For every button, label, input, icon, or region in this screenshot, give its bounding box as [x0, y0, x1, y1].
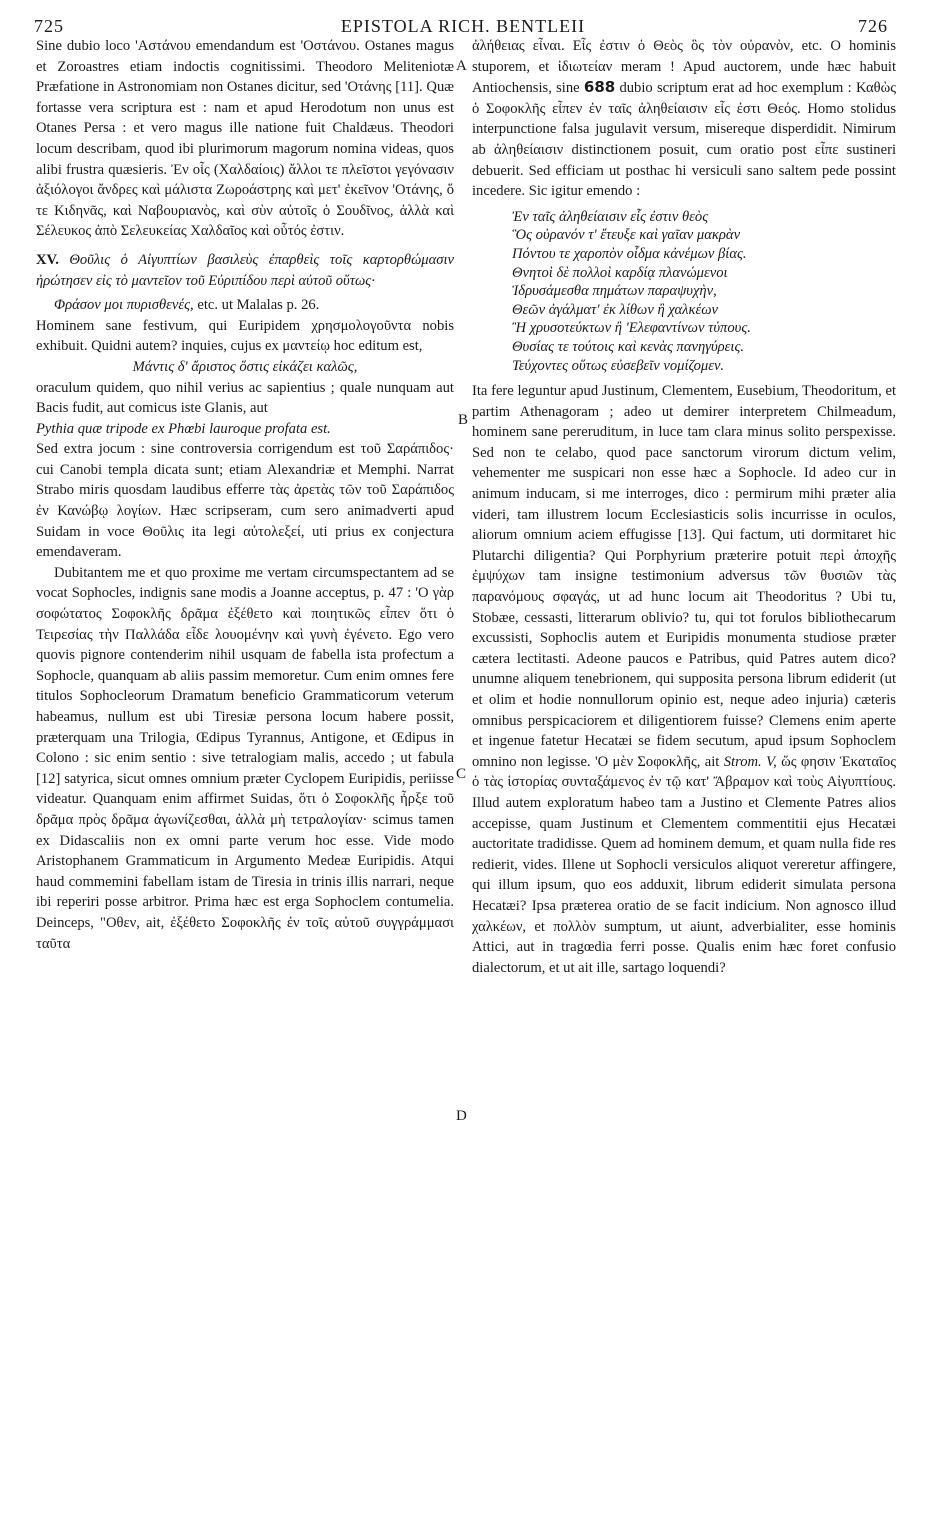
paragraph-justinum [472, 381, 896, 978]
section-heading-text: Θοῦλις ὁ Αἰγυπτίων βασιλεὺς ἐπαρθεὶς τοῖς καρτορθώμασιν ἠρώτησεν εἰς τὸ μαντεῖον τοῦ Εὐριπίδου περὶ αὐτοῦ οὕτως· [36, 251, 454, 289]
column-number: 688 [583, 78, 616, 97]
paragraph-serapis: Sed extra jocum : sine controversia corrigendum est τοῦ Σαράπιδος· cui Canobi templa dicata sunt; etiam Alexandriæ et Memphi. Narrat Strabo miris quosdam laudibus efferre τὰς ἀρετὰς τῶν τοῦ Σαράπιδος ἐν Κανώβῳ λογίων. Hæc scripseram, cum sero animadverti apud Suidam in voce Θοῦλις ita legi αὐτολεξεί, uti prius ex conjectura emendaveram. [36, 441, 454, 561]
verse-pythia: Pythia quæ tripode ex Phœbi lauroque profata est. [36, 420, 331, 437]
strom-reference: Strom. V, [723, 753, 777, 770]
paragraph-justinum-part2: ὥς φησιν Ἑκαταῖος ὁ τὰς ἱστορίας συνταξάμενος ἐν τῷ κατ' Ἄβραμον καὶ τοὺς Αἰγυπτίους. Illud autem exploratum habeo tam a Justino et Clemente Patres alios accepisse, quam Justinum et Clementem commentitii ejus Hecatæi auctoritate tradidisse. Quem ad hominem demum, et quam nulla fide res redierit, vides. Illene ut Sophocli versiculos aliquot vereretur affingere, qui illum ipsum, quo eos adduxit, librum ediderit simulata persona Hecatæi? Ipsa præterea oratio de se facit indicium. Non agnosco illud χαλκέων, et πολλὸν sumptum, ut aiunt, adverbialiter, esse hominis Attici, aut in tragœdia ferri posse. Qualis enim hæc foret confusio dialectorum, et ut ait ille, sartago loquendi? [472, 753, 896, 976]
margin-mark-c: C [456, 766, 467, 782]
section-number: XV. [36, 251, 59, 268]
verse-line: Θνητοὶ δὲ πολλοὶ καρδίᾳ πλανώμενοι [512, 264, 728, 281]
verse-line: Τεύχοντες οὕτως εὐσεβεῖν νομίζομεν. [512, 357, 725, 374]
paragraph-antiochensis-part2: dubio scriptum erat ad hoc exemplum : Καθὼς ὁ Σοφοκλῆς εἶπεν ἐν ταῖς ἀληθείαισιν εἷς ἐστι Θεός. Homo stolidus interpunctione falsa jugulavit versum, misereque disperdidit. Nimirum ab ἀληθείαισιν distinctionem posuit, cum oratio post εἶπε sustineri debuerit. Sed efficiam ut posthac hi versiculi sano saltem pede possint incedere. Sic igitur emendo : [472, 80, 896, 200]
margin-mark-a: A [456, 58, 467, 74]
verse-block [472, 208, 896, 375]
margin-mark-d: D [456, 1108, 467, 1124]
verse-line: Πόντου τε χαροπὸν οἶδμα κἀνέμων βίας. [512, 245, 747, 262]
paragraph-antiochensis [472, 36, 896, 202]
running-title: EPISTOLA RICH. BENTLEII [340, 16, 586, 36]
verse-line: Θεῶν ἀγάλματ' ἐκ λίθων ἢ χαλκέων [512, 301, 718, 318]
section-xv-heading [36, 250, 454, 291]
verse-line: Θυσίας τε τούτοις καὶ κενὰς πανηγύρεις. [512, 338, 745, 355]
left-column [36, 36, 454, 954]
paragraph-ostanes: Sine dubio loco 'Αστάνου emendandum est 'Οστάνου. Ostanes magus et Zoroastres etiam indoctis cognitissimi. Theodoro Meliteniotæ Præfatione in Astronomiam non Ostanes dicitur, sed 'Οτάνης [11]. Quæ fortasse vera scriptura est : nam et apud Herodotum non unus est Otanes Persa : et vero magus ille natione fuit Chaldæus. Theodori locum describam, quod ibi plurimorum magorum nomina videas, quos alibi frustra quæsieris. Ἐν οἷς (Χαλδαίοις) ἄλλοι τε πλεῖστοι γεγόνασιν ἀξιόλογοι ἄνδρες καὶ μάλιστα Ζωροάστρης καὶ μετ' ἐκεῖνον 'Οτάνης, ὅ τε Κιδηνᾶς, καὶ Ναβουριανὸς, καὶ σὺν αὐτοῖς ὁ Σουδῖνος, ἀλλὰ καὶ Σέλευκος ἀπὸ Σελευκείας Χαλδαῖος καὶ οὗτός ἐστιν. [36, 38, 454, 240]
verse-line: Ἐν ταῖς ἀληθείαισιν εἷς ἐστιν θεὸς [512, 208, 709, 225]
paragraph-antiochensis-part1: ἀλήθειας εἶναι. Εἷς ἐστιν ὁ Θεὸς ὃς τὸν οὐρανὸν, etc. O hominis stuporem, et ἰδιωτείαν meram ! Apud auctorem, unde hæc habuit Antiochensis, sine [472, 38, 896, 97]
oracle-quote: Φράσον μοι πυρισθενές, [54, 297, 194, 314]
margin-mark-b: B [458, 412, 469, 428]
page-number-right: 726 [858, 16, 888, 36]
paragraph-justinum-part1: Ita fere leguntur apud Justinum, Clementem, Eusebium, Theodoritum, et partim Athenagoram ; adeo ut demirer interpretem Chilmeadum, hominem sane pereruditum, in luce tam clara minus solito perspexisse. Sed non te celabo, quod pace sanctorum virorum dictum velim, vehementer me suspicari non esse hæc a Sophocle. Id adeo cur in animum inducam, si me interroges, dico : permirum mihi præter alia videri, tam illustrem locum Ecclesiasticis solis incurrisse in oculos, aliorum omnium aciem effugisse [13]. Qui factum, uti dormitaret hic Plutarchi diligentia? Qui Porphyrium præterire potuit περὶ ἀποχῆς ἐμψύχων tam insigne testimonium adversus τῶν θυσιῶν τὰς παρανόμους σφαγάς, ut ad hunc locum ait Theodoritus ? Ubi tu, Stobæe, cessasti, litterarum oblivio? tu, qui tot forulos bibliothecarum excussisti, Sophoclis autem et Euripidis monumenta studiose præter cætera lectitasti. Adeone paucos e Patribus, quid Patres autem dico? unumne aliquem tenebrionem, qui supposita persona librum ediderit (ut et olim et hodie nonnullorum opinio est, neque adeo injuria) cæteris omnibus perspicaciorem et diligentiorem fuisse? Clemens enim aperte et ingenue fatetur Hecatæi se fidem secutum, apud ipsum Sophoclem omnino non legisse. 'Ο μὲν Σοφοκλῆς, ait [472, 383, 896, 770]
verse-line: Ἢ χρυσοτεύκτων ἢ 'Ελεφαντίνων τύπους. [512, 320, 751, 337]
page-number-left: 725 [34, 16, 64, 36]
right-column [472, 36, 896, 978]
oracle-quote-line [36, 295, 454, 316]
paragraph-sophocles: Dubitantem me et quo proxime me vertam circumspectantem ad se vocat Sophocles, indignis sane modis a Joanne acceptus, p. 47 : 'Ο γὰρ σοφώτατος Σοφοκλῆς δρᾶμα ἐξέθετο καὶ ποιητικῶς εἶπεν ὅτι ὁ Τειρεσίας τὴν Παλλάδα εἶδε λουομένην καὶ γυνὴ ἐγένετο. Ego vero quovis pignore contenderim nihil usquam de fabella ista profectum a Sophocle, quanquam ab aliis passim memoretur. Cum enim omnes fere titulos Sophocleorum Dramatum beneficio Grammaticorum veterum habeamus, nullum est ubi Tiresiæ persona locum habere possit, præterquam una Trilogia, Œdipus Tyrannus, Antigone, et Œdipus in Colono : sic enim sentio : sive tetralogiam malis, accedo ; ut fabula [12] satyrica, sicut omnes omnium præter Cyclopem Euripidis, periisse videatur. Quanquam enim affirmet Suidas, ὅτι ὁ Σοφοκλῆς ἦρξε τοῦ δρᾶμα πρὸς δρᾶμα ἀγωνίζεσθαι, ἀλλὰ μὴ τετραλογίαν· scimus tamen ex Didascaliis non ex omni parte verum hoc esse. Vide modo Aristophanem Grammaticum in Argumento Medeæ Euripidis. Atqui haud commemini fabellam istam de Tiresia in trinis illis narrari, neque ibi reperiri posse arbitror. Prima hæc est erga Sophoclem contumelia. Deinceps, "Οθεν, ait, ἐξέθετο Σοφοκλῆς ἐν τοῖς αὐτοῦ συγγράμμασι ταῦτα [36, 564, 454, 952]
paragraph-oraculum: oraculum quidem, quo nihil verius ac sapientius ; quale nunquam aut Bacis fudit, aut comicus iste Glanis, aut [36, 379, 454, 417]
verse-line: Ὃς οὐρανόν τ' ἔτευξε καὶ γαῖαν μακρὰν [512, 227, 741, 244]
verse-line: Ἱδρυσάμεσθα πημάτων παραψυχὴν, [512, 283, 717, 300]
oracle-quote-tail: etc. ut Malalas p. 26. [193, 297, 320, 314]
verse-mantis: Μάντις δ' ἄριστος ὅστις εἰκάζει καλῶς, [132, 358, 358, 375]
paragraph-euripides: Hominem sane festivum, qui Euripidem χρησμολογοῦντα nobis exhibuit. Quidni autem? inquies, cujus ex μαντείῳ hoc editum est, [36, 317, 454, 355]
